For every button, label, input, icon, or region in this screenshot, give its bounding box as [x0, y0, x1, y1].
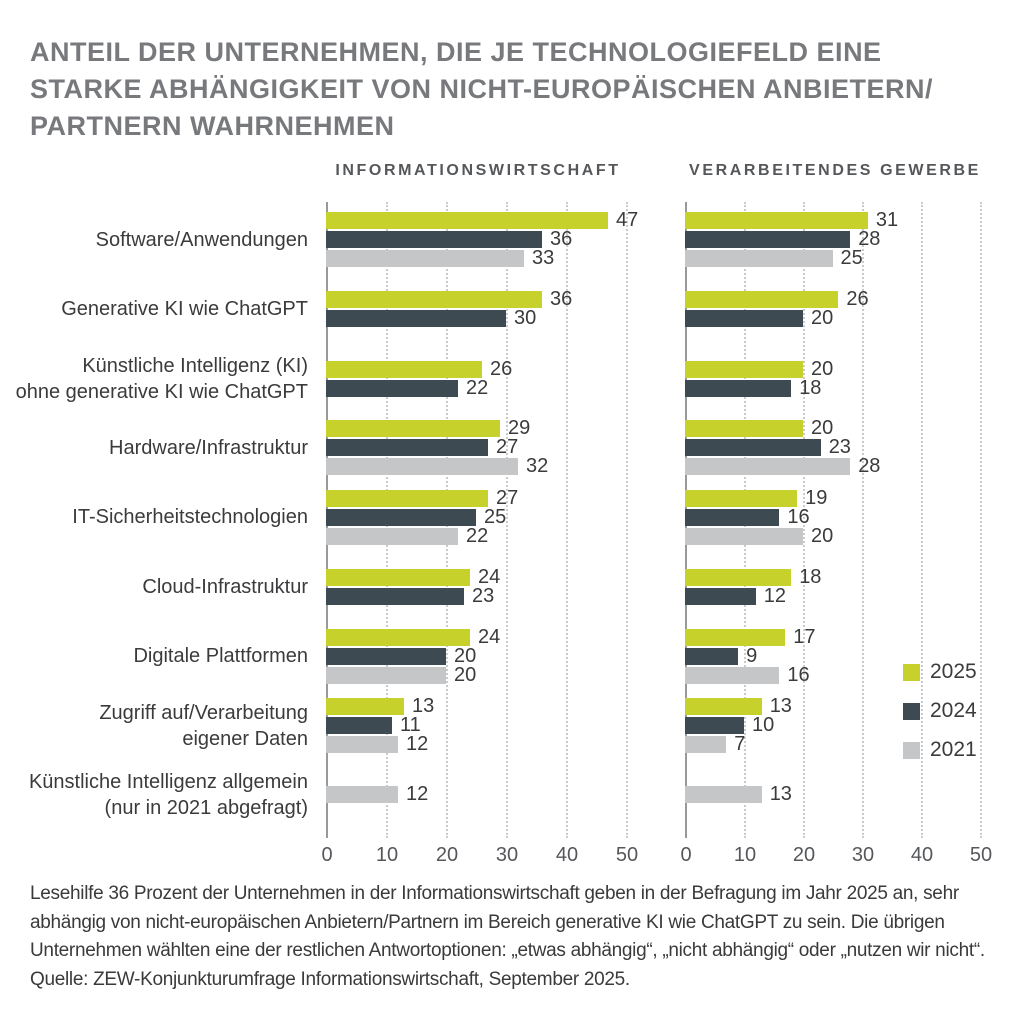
category-label — [0, 700, 308, 752]
bar-value-label: 22 — [466, 524, 489, 547]
footnote: Lesehilfe 36 Prozent der Unternehmen in der Informationswirtschaft geben in der Befragung im Jahr 2025 an, sehr abhängig von nicht-europäischen Anbietern/Partnern im Bereich generative KI wie ChatGPT zu sein. Die übrigen Unternehmen wählten eine der restlichen Antwortoptionen: „etwas abhängig“, „nicht abhängig“ oder „nutzen wir nicht“. Quelle: ZEW-Konjunkturumfrage Informationswirtschaft, September 2025. — [30, 883, 985, 990]
category-label-line: Künstliche Intelligenz allgemein — [28, 770, 308, 793]
bar-value-label: 28 — [858, 228, 881, 251]
x-tick-label: 40 — [910, 844, 934, 866]
bar-2021 — [326, 458, 518, 475]
bar-value-label: 19 — [805, 486, 828, 509]
bar-value-label: 25 — [484, 505, 507, 528]
panel-header-informationswirtschaft: INFORMATIONSWIRTSCHAFT — [335, 162, 621, 179]
legend-swatch-icon — [903, 664, 920, 681]
bar-2025 — [685, 490, 797, 507]
bar-value-label: 18 — [799, 376, 822, 399]
bar-value-label: 23 — [472, 584, 495, 607]
bar-2025 — [685, 569, 791, 586]
bar-2024 — [685, 439, 821, 456]
x-tick-label: 10 — [375, 844, 399, 866]
bar-value-label: 20 — [811, 357, 834, 380]
bar-2021 — [685, 667, 779, 684]
legend-label: 2024 — [930, 699, 977, 722]
bar-2024 — [685, 648, 738, 665]
x-tick-label: 50 — [969, 844, 993, 866]
bar-2024 — [326, 588, 464, 605]
bar-value-label: 9 — [746, 644, 758, 667]
category-label — [0, 227, 308, 253]
category-label — [0, 643, 308, 669]
bar-value-label: 20 — [811, 417, 834, 440]
bar-value-label: 11 — [400, 714, 421, 736]
legend-swatch-icon — [903, 742, 920, 759]
bar-value-label: 12 — [406, 783, 429, 806]
bar-value-label: 18 — [799, 565, 822, 588]
bar-2025 — [326, 490, 488, 507]
bar-2025 — [326, 629, 470, 646]
category-label-line: ohne generative KI wie ChatGPT — [15, 380, 308, 403]
chart-title-line: STARKE ABHÄNGIGKEIT VON NICHT-EUROPÄISCHEN ANBIETERN/ — [30, 74, 934, 104]
bar-value-label: 7 — [734, 733, 746, 755]
category-label-line: Zugriff auf/Verarbeitung — [99, 701, 308, 724]
chart-title — [30, 34, 970, 145]
category-label — [0, 296, 308, 322]
category-label — [0, 435, 308, 461]
legend-label: 2021 — [930, 738, 977, 761]
bar-2021 — [326, 736, 398, 753]
legend — [903, 660, 977, 777]
bar-value-label: 20 — [811, 524, 834, 547]
bar-2021 — [685, 786, 762, 803]
bar-value-label: 23 — [828, 436, 851, 459]
legend-item-2021 — [903, 738, 977, 762]
bar-value-label: 36 — [550, 288, 573, 311]
bar-value-label: 28 — [858, 455, 881, 478]
x-tick-label: 10 — [733, 844, 757, 866]
bar-chart — [0, 202, 1024, 874]
bar-2021 — [326, 786, 398, 803]
bar-2025 — [685, 420, 803, 437]
legend-label: 2025 — [930, 660, 977, 683]
bar-value-label: 16 — [787, 505, 810, 528]
chart-title-line: PARTNERN WAHRNEHMEN — [30, 111, 395, 141]
panel-header-verarbeitendes-gewerbe: VERARBEITENDES GEWERBE — [689, 162, 981, 179]
bar-2021 — [326, 528, 458, 545]
bar-value-label: 20 — [454, 663, 477, 686]
bar-value-label: 29 — [508, 417, 531, 440]
bar-2025 — [326, 698, 404, 715]
x-tick-label: 30 — [851, 844, 875, 866]
legend-item-2024 — [903, 699, 977, 723]
legend-item-2025 — [903, 660, 977, 684]
bar-value-label: 47 — [616, 209, 639, 232]
bar-2024 — [326, 717, 392, 734]
bar-value-label: 12 — [763, 584, 787, 607]
chart-title-line: ANTEIL DER UNTERNEHMEN, DIE JE TECHNOLOGIEFELD EINE — [30, 37, 882, 67]
bar-2025 — [685, 698, 762, 715]
category-label-line: eigener Daten — [182, 727, 308, 750]
bar-2021 — [685, 250, 833, 267]
bar-2025 — [685, 629, 785, 646]
bar-2021 — [326, 667, 446, 684]
x-tick-label: 20 — [792, 844, 816, 866]
category-label-line: Generative KI wie ChatGPT — [61, 298, 308, 321]
bar-2024 — [685, 509, 779, 526]
bar-2024 — [326, 648, 446, 665]
bar-2024 — [326, 509, 476, 526]
bar-2024 — [326, 380, 458, 397]
bar-value-label: 33 — [532, 247, 555, 270]
bar-value-label: 27 — [496, 436, 519, 459]
category-label-line: Software/Anwendungen — [95, 228, 308, 251]
bar-value-label: 26 — [490, 357, 513, 380]
bar-2024 — [326, 439, 488, 456]
x-tick-label: 20 — [435, 844, 459, 866]
bar-2025 — [326, 569, 470, 586]
category-label — [0, 769, 308, 821]
bar-2021 — [326, 250, 524, 267]
x-tick-label: 30 — [495, 844, 519, 866]
x-tick-label: 0 — [680, 844, 692, 866]
bar-value-label: 13 — [769, 695, 792, 717]
bar-2021 — [685, 736, 726, 753]
bar-2025 — [685, 212, 868, 229]
bar-2021 — [685, 458, 850, 475]
bar-2024 — [685, 717, 744, 734]
bar-value-label: 10 — [752, 714, 775, 736]
bar-2025 — [685, 291, 838, 308]
legend-swatch-icon — [903, 703, 920, 720]
category-label — [0, 504, 308, 530]
bar-value-label: 16 — [787, 663, 810, 686]
x-tick-label: 0 — [321, 844, 333, 866]
bar-2024 — [685, 310, 803, 327]
gridline — [980, 202, 982, 838]
bar-value-label: 30 — [514, 307, 537, 330]
bar-2024 — [685, 231, 850, 248]
bar-value-label: 31 — [875, 209, 899, 232]
category-label-line: (nur in 2021 abgefragt) — [104, 796, 308, 819]
bar-value-label: 26 — [846, 288, 869, 311]
bar-value-label: 13 — [769, 783, 792, 806]
bar-value-label: 27 — [496, 486, 519, 509]
bar-2021 — [685, 528, 803, 545]
bar-2024 — [685, 380, 791, 397]
bar-value-label: 32 — [526, 455, 549, 478]
x-tick-label: 50 — [615, 844, 639, 866]
category-label — [0, 574, 308, 600]
category-label-line: IT-Sicherheitstechnologien — [72, 506, 308, 529]
gridline — [921, 202, 923, 838]
bar-value-label: 25 — [840, 247, 863, 270]
bar-value-label: 20 — [454, 644, 477, 667]
bar-value-label: 24 — [478, 625, 501, 648]
bar-value-label: 22 — [466, 376, 489, 399]
category-label-line: Digitale Plattformen — [133, 645, 308, 668]
category-label-line: Cloud-Infrastruktur — [142, 575, 308, 598]
bar-2024 — [326, 231, 542, 248]
bar-value-label: 24 — [478, 565, 501, 588]
gridline — [626, 202, 628, 838]
bar-value-label: 20 — [811, 307, 834, 330]
bar-2024 — [326, 310, 506, 327]
bar-2025 — [326, 291, 542, 308]
bar-2025 — [326, 361, 482, 378]
bar-2025 — [685, 361, 803, 378]
bar-2025 — [326, 420, 500, 437]
bar-value-label: 36 — [550, 228, 573, 251]
bar-value-label: 12 — [406, 733, 429, 755]
bar-2025 — [326, 212, 608, 229]
category-label-line: Hardware/Infrastruktur — [109, 436, 308, 459]
bar-value-label: 17 — [793, 625, 816, 648]
category-label-line: Künstliche Intelligenz (KI) — [82, 354, 308, 377]
x-tick-label: 40 — [555, 844, 579, 866]
bar-2024 — [685, 588, 756, 605]
bar-value-label: 13 — [412, 695, 435, 717]
category-label — [0, 353, 308, 405]
